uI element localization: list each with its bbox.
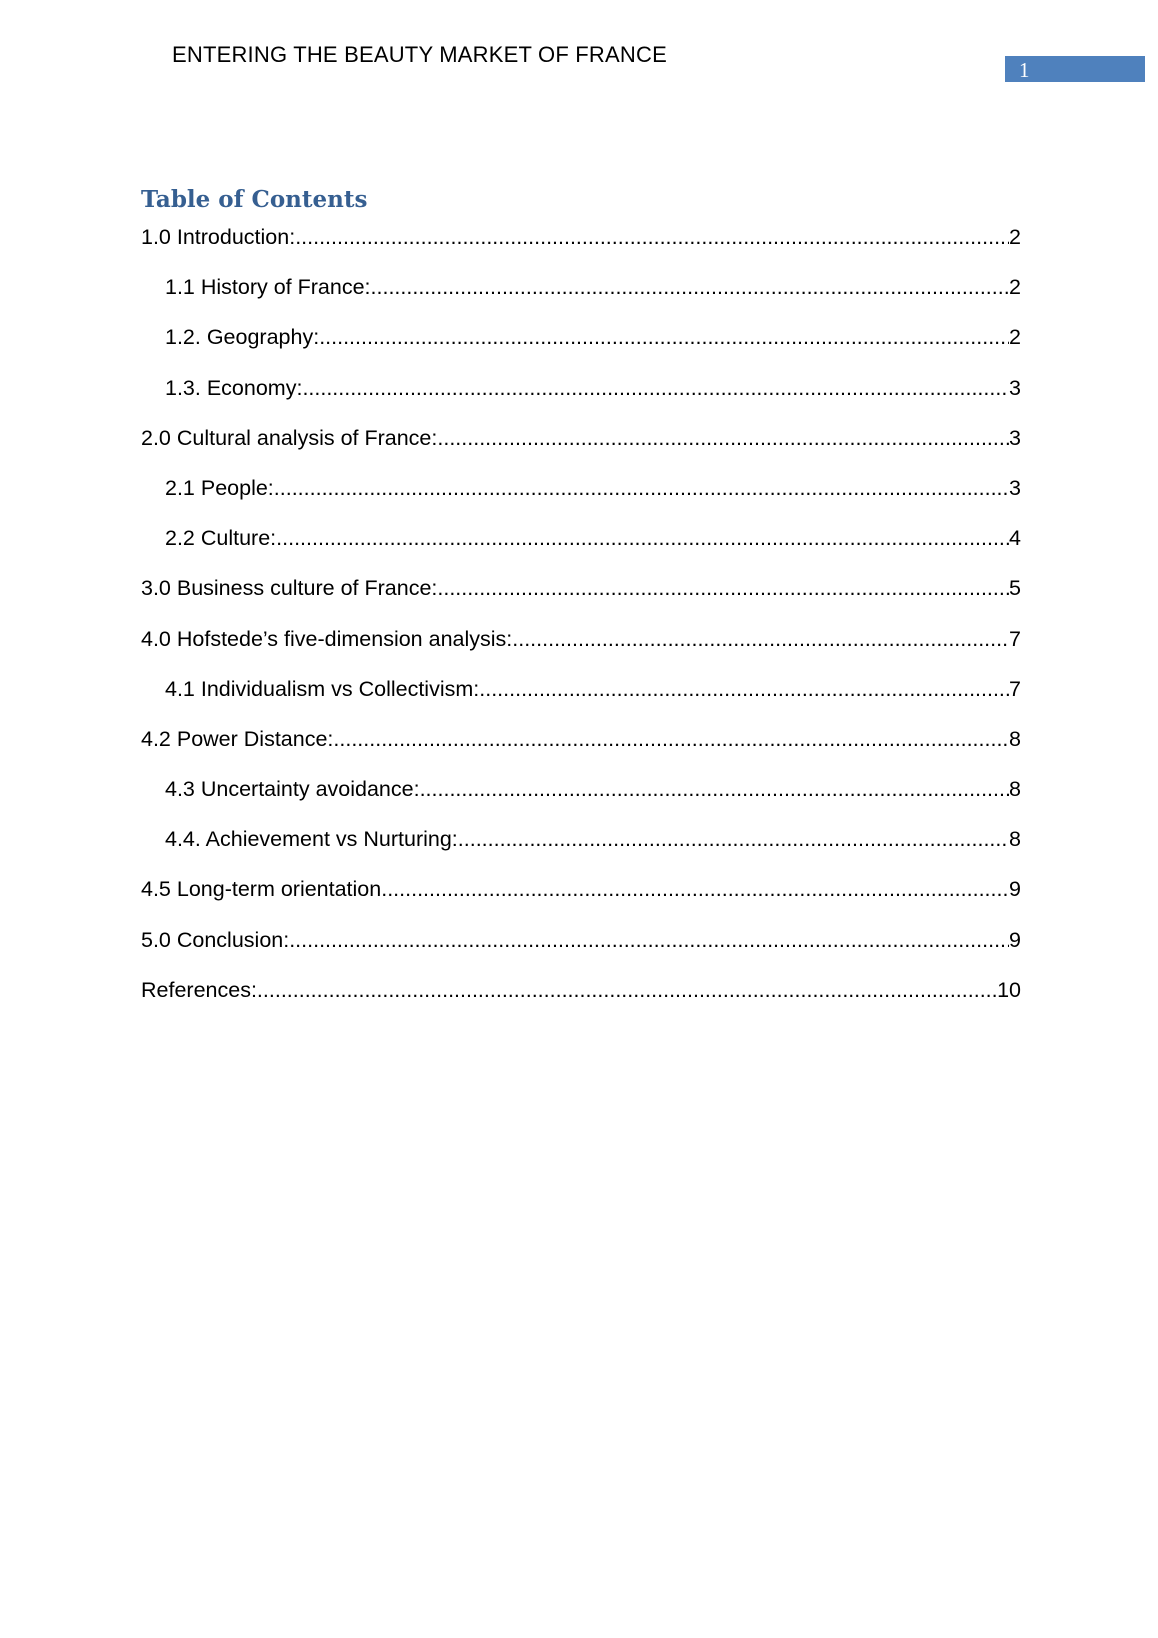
toc-entry-page: 3 [1009,375,1021,400]
toc-entry-label: 4.0 Hofstede’s five-dimension analysis: [141,626,513,651]
toc-entry-history[interactable] [141,272,1021,322]
toc-dot-leader [276,523,1009,553]
toc-entry-label: 5.0 Conclusion: [141,927,290,952]
toc-entry-culture[interactable] [141,523,1021,573]
toc-entry-label: 2.0 Cultural analysis of France: [141,425,438,450]
toc-entry-geography[interactable] [141,322,1021,372]
toc-entry-cultural-analysis[interactable] [141,423,1021,473]
toc-entry-business-culture[interactable] [141,573,1021,623]
running-header-title: ENTERING THE BEAUTY MARKET OF FRANCE [172,42,667,67]
toc-dot-leader [333,724,1009,754]
toc-entry-label: 2.2 Culture: [165,526,277,551]
toc-entry-label: References: [141,977,257,1002]
toc-entry-economy[interactable] [141,373,1021,423]
toc-entry-page: 8 [1009,827,1021,852]
toc-entry-page: 2 [1009,325,1021,350]
toc-dot-leader [295,222,1009,252]
toc-dot-leader [479,674,1009,704]
toc-entry-page: 3 [1009,425,1021,450]
toc-entry-uncertainty-avoidance[interactable] [141,774,1021,824]
toc-entry-page: 9 [1009,927,1021,952]
toc-dot-leader [420,774,1009,804]
toc-dot-leader [512,624,1009,654]
toc-dot-leader [257,975,997,1005]
toc-dot-leader [458,824,1009,854]
page-number-badge [1005,56,1145,82]
toc-dot-leader [274,473,1009,503]
toc-entry-individualism[interactable] [141,674,1021,724]
toc-entry-label: 4.1 Individualism vs Collectivism: [165,676,480,701]
toc-heading: Table of Contents [141,186,368,213]
toc-entry-page: 8 [1009,726,1021,751]
toc-dot-leader [437,423,1009,453]
toc-entry-page: 8 [1009,777,1021,802]
toc-dot-leader [289,925,1009,955]
toc-entry-references[interactable] [141,975,1021,1025]
toc-entry-label: 4.4. Achievement vs Nurturing: [165,827,458,852]
toc-entry-label: 1.3. Economy: [165,375,303,400]
toc-entry-label: 4.2 Power Distance: [141,726,334,751]
toc-entry-label: 1.2. Geography: [165,325,320,350]
toc-entry-label: 1.1 History of France: [165,275,371,300]
toc-dot-leader [371,272,1010,302]
toc-entry-page: 5 [1009,576,1021,601]
toc-dot-leader [437,573,1009,603]
toc-entry-page: 9 [1009,877,1021,902]
toc-dot-leader [302,373,1009,403]
toc-dot-leader [319,322,1009,352]
toc-entry-page: 7 [1009,626,1021,651]
toc-entry-introduction[interactable] [141,222,1021,272]
toc-entry-page: 4 [1009,526,1021,551]
toc-list [141,222,1021,1025]
toc-entry-page: 2 [1009,275,1021,300]
toc-entry-page: 3 [1009,475,1021,500]
toc-entry-hofstede-analysis[interactable] [141,624,1021,674]
toc-entry-label: 4.3 Uncertainty avoidance: [165,777,420,802]
toc-entry-power-distance[interactable] [141,724,1021,774]
page-number: 1 [1019,58,1030,82]
toc-entry-label: 3.0 Business culture of France: [141,576,438,601]
toc-entry-page: 7 [1009,676,1021,701]
toc-entry-page: 10 [997,977,1021,1002]
toc-entry-achievement[interactable] [141,824,1021,874]
toc-entry-conclusion[interactable] [141,925,1021,975]
toc-entry-people[interactable] [141,473,1021,523]
toc-dot-leader [381,874,1009,904]
toc-entry-long-term-orientation[interactable] [141,874,1021,924]
toc-entry-page: 2 [1009,225,1021,249]
toc-entry-label: 4.5 Long-term orientation [141,877,382,902]
toc-entry-label: 1.0 Introduction: [141,225,296,249]
toc-entry-label: 2.1 People: [165,475,274,500]
